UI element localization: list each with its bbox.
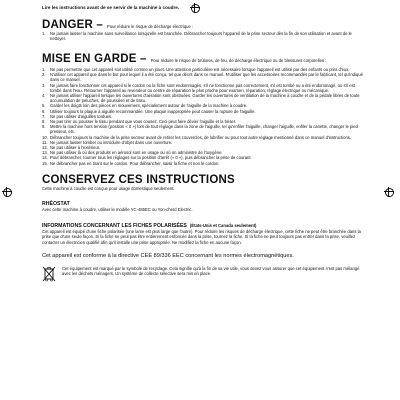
danger-subtitle: Pour réduire le risque de décharge électrique : bbox=[107, 23, 194, 29]
polarized-section bbox=[42, 223, 364, 245]
document-body bbox=[42, 0, 364, 282]
list-item: 9. Mettre la machine hors tension (position « 0 ») lors de tout réglage dans la zone de l'aiguille, tel qu'enfiler l'aiguille, changer l'aiguille, enfiler la canette, changer le pied presseur, etc. bbox=[42, 124, 358, 135]
disposal-text: Cet équipement est marqué par le symbole de recyclage. Cela signifie qu'à la fin de sa vie utile, vous devez vous assurer que cet équipement n'est pas mélangé avec les déchets ménagers. Un système de collecte sélective sera mis en place. bbox=[62, 265, 360, 277]
list-item: 11. Ne jamais laisser tomber ou introduire d'objet dans une ouverture. bbox=[42, 139, 173, 145]
list-item: 2. N'utiliser cet appareil que dans le but pour lequel il a été conçu, tel que décrit dans ce manuel. N'utiliser que les accessoires recommandés par le fabricant, tel qu'indiqué dans ce manuel. bbox=[42, 72, 363, 83]
warning-section bbox=[42, 53, 364, 166]
rheostat-heading: RHÉOSTAT bbox=[42, 201, 70, 208]
crossed-out-bin-icon bbox=[42, 266, 56, 282]
list-item: 8. Ne pas tirer ou pousser le tissu pendant que vous cousez. Ceci peut faire dévier l'aiguille et la briser. bbox=[42, 119, 237, 125]
list-item: 15. Ne débrancher pas en tirant sur le cordon. Pour débrancher, saisir la fiche et non le cordon. bbox=[42, 160, 220, 166]
list-item: 5. Garder les doigts loin des pièces en mouvement, spécialement autour de l'aiguille de la machine à coudre. bbox=[42, 103, 248, 109]
conformity-text: Cet appareil est conforme à la directive CEE 89/336 EEC concernant les normes électromagnétiques. bbox=[42, 253, 294, 260]
list-item: 12. Ne pas utiliser à l'extérieur. bbox=[42, 145, 101, 151]
list-item: 1. Ne pas permettre que cet appareil soit utilisé comme un jouet. Une attention particulière est nécessaire lorsque l'appareil est utilisé par des enfants ou près d'eux. bbox=[42, 67, 350, 72]
list-item: 1. Ne jamais laisser la machine sans surveillance lorsqu'elle est branchée. Débrancher toujours l'appareil de la prise secteur dès la fin de son utilisation et avant de le nettoyer. bbox=[42, 30, 352, 41]
danger-list bbox=[42, 31, 364, 41]
danger-heading: DANGER – bbox=[42, 18, 104, 31]
list-item: 14. Pour débrancher, tourner tous les réglages sur la position d'arrêt (« 0 »), puis débrancher la prise de courant. bbox=[42, 155, 252, 161]
disposal-section bbox=[42, 266, 364, 282]
list-item: 10. Débrancher toujours la machine de la prise secteur avant de retirer les couvercles, de lubrifier ou pour tout autre réglage mentionné dans ce manuel d'instructions. bbox=[42, 134, 352, 140]
list-item: 6. Utiliser toujours la plaque à aiguille recommandée. Une plaque inappropriée peut causer la rupture de l'aiguille. bbox=[42, 108, 256, 114]
conserve-heading: CONSERVEZ CES INSTRUCTIONS bbox=[42, 173, 235, 186]
list-item: 4. Ne jamais utiliser l'appareil lorsque les ouvertures d'aération sont obstruées. Garder les ouvertures de ventilation de la machine à coudre et de la pédale libres de toute accumulation de peluches, de poussière et de tissu. bbox=[42, 93, 360, 104]
rheostat-text: Avec cette machine à coudre, utiliser le modèle YC-485EC ou Yon-cherd Electric. bbox=[42, 207, 193, 213]
conserve-subtitle: Cette machine à coudre est conçue pour usage domestique seulement. bbox=[42, 185, 175, 191]
list-item: 7. Ne pas utiliser d'aiguilles tordues. bbox=[42, 113, 113, 119]
polarized-note: (États-Unis et Canada seulement) bbox=[189, 222, 257, 228]
list-item: 13. Ne pas utiliser là où des produits en aérosol sont en usage ou où on administre de l'oxygène. bbox=[42, 150, 223, 156]
warning-heading: MISE EN GARDE – bbox=[42, 53, 147, 65]
polarized-text: Cet appareil est équipé d'une fiche polarisée (une lame est plus large que l'autre). Pour réduire les risques de décharge électrique, cette fiche ne peut être branchée dans la prise que d'une seule façon. Si la fiche ne peut pas être entièrement enfoncée dans la prise, tournez la fiche. Si la fiche ne peut toujours pas entrer dans la prise, veuillez contacter un électricien qualifié afin qu'il installe une prise appropriée. Ne modifiez la fiche en aucune façon. bbox=[42, 229, 361, 245]
registration-mark-right-icon bbox=[384, 187, 394, 197]
intro-text: Lire les instructions avant de se servir de la machine à coudre. bbox=[42, 5, 180, 10]
warning-subtitle: Pour réduire le risque de brûlures, de feu, de décharge électrique ou de blessures corporelles : bbox=[150, 58, 327, 63]
registration-mark-left-icon bbox=[2, 187, 12, 197]
conserve-section bbox=[42, 174, 364, 191]
danger-section bbox=[42, 19, 364, 41]
list-item: 3. Ne jamais faire fonctionner cet appareil si le cordon ou la fiche sont endommagés, s'il ne fonctionne pas correctement, s'il est tombé ou a été endommagé, ou s'il est tombé dans l'eau. Retourner l'appareil au revendeur ou centre de réparation le plus proche pour examen, réparation, réglage électrique ou mécanique. bbox=[42, 82, 355, 93]
rheostat-section bbox=[42, 201, 364, 213]
polarized-heading: INFORMATIONS CONCERNANT LES FICHES POLARISÉES bbox=[42, 222, 187, 229]
warning-list bbox=[42, 67, 364, 166]
